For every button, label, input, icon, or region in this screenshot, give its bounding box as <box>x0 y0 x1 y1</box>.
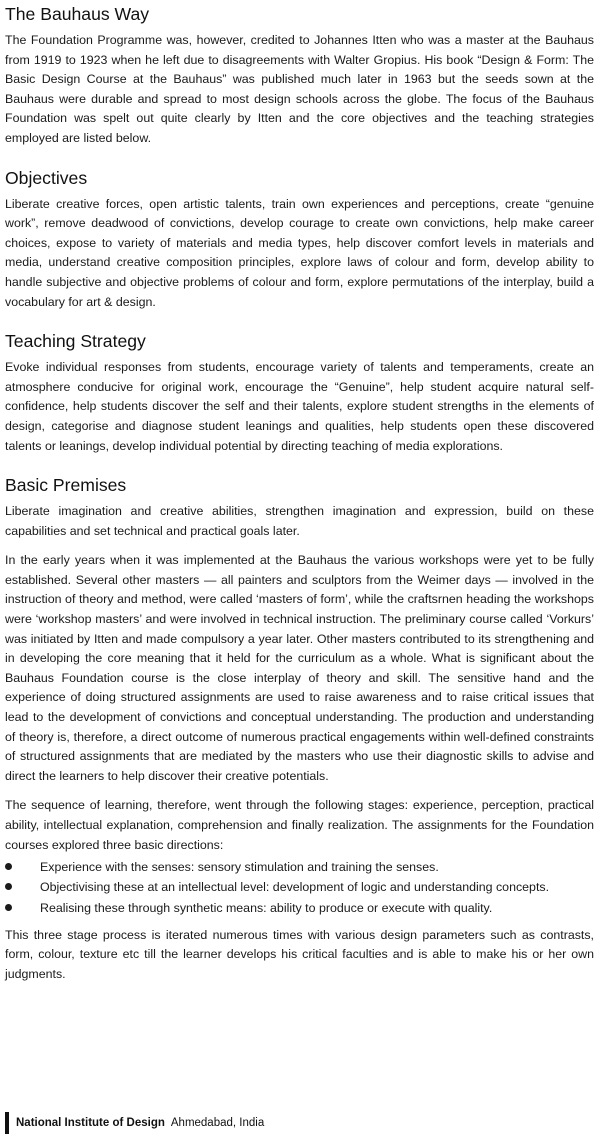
list-item <box>5 898 594 918</box>
list-item <box>5 877 594 897</box>
footer-organization: National Institute of Design <box>16 1117 165 1129</box>
list-item <box>5 857 594 877</box>
section-heading: Teaching Strategy <box>5 331 146 352</box>
section-bauhaus-way <box>5 4 594 149</box>
footer-location: Ahmedabad, India <box>170 1117 265 1129</box>
section-heading: Basic Premises <box>5 475 127 496</box>
section-paragraph: Liberate imagination and creative abilities, strengthen imagination and expression, build on these capabilities and set technical and practical goals later. <box>5 504 594 538</box>
section-paragraph: In the early years when it was implemented at the Bauhaus the various workshops were yet to be fully established. Several other masters — all painters and sculptors from the Weimer days — involved in the instruction of theory and method, were called ‘masters of form’, while the craftsrnen heading the workshops were ‘workshop masters’ and were involved in technical instruction. The preliminary course called ‘Vorkurs’ was initiated by Itten and made compulsory a year later. Other masters contributed to its strengthening and in developing the core meaning that it held for the curriculum as a whole. What is significant about the Bauhaus Foundation course is the close interplay of theory and skill. The sensitive hand and the experience of doing structured assignments are used to raise awareness and to raise critical issues that lead to the development of convictions and conceptual understanding. The production and understanding of theory is, therefore, a direct outcome of numerous practical engagements within well-defined constraints of structured assignments that are mediated by the masters who use their diagnostic skills to advise and direct the learners to help discover their creative potentials. <box>5 553 594 783</box>
footer-bar-icon <box>5 1112 9 1134</box>
page-content <box>5 4 594 985</box>
section-paragraph: Evoke individual responses from students, encourage variety of talents and temperaments, create an atmosphere conducive for original work, encourage the “Genuine”, help student acquire natural self-confidence, help students discover the self and their talents, explore student strengths in the elements of design, categorise and diagnose student leanings and qualities, help students open these discovered talents or leanings, develop individual potential by directing teaching of media explorations. <box>5 360 594 453</box>
list-item-text: Objectivising these at an intellectual level: development of logic and understanding concepts. <box>40 880 550 895</box>
bullet-icon <box>5 904 12 911</box>
section-heading: The Bauhaus Way <box>5 4 150 24</box>
page-footer <box>5 1112 264 1134</box>
section-paragraph: The sequence of learning, therefore, went through the following stages: experience, perception, practical ability, intellectual explanation, comprehension and finally realization. The assignments for the Foundation courses explored three basic directions: <box>5 798 594 852</box>
section-paragraph: This three stage process is iterated numerous times with various design parameters such as contrasts, form, colour, texture etc till the learner develops his critical faculties and is able to make his or her own judgments. <box>5 927 594 981</box>
section-objectives <box>5 168 594 313</box>
section-basic-premises <box>5 475 594 984</box>
bullet-icon <box>5 863 12 870</box>
list-item-text: Experience with the senses: sensory stimulation and training the senses. <box>40 860 439 875</box>
list-item-text: Realising these through synthetic means: ability to produce or execute with quality. <box>40 900 493 915</box>
section-paragraph: Liberate creative forces, open artistic talents, train own experiences and perceptions, create “genuine work”, remove deadwood of convictions, develop courage to create own convictions, help make career choices, expose to variety of materials and media types, help discover comfort levels in materials and media, understand creative composition principles, explore laws of colour and form, develop ability to handle subjective and objective problems of colour and form, explore permutations of the interplay, build a vocabulary for art & design. <box>5 196 594 309</box>
bullet-icon <box>5 883 12 890</box>
bullet-list <box>5 857 594 918</box>
section-paragraph: The Foundation Programme was, however, credited to Johannes Itten who was a master at the Bauhaus from 1919 to 1923 when he left due to disagreements with Walter Gropius. His book “Design & Form: The Basic Design Course at the Bauhaus” was published much later in 1963 but the seeds sown at the Bauhaus were durable and spread to most design schools across the globe. The focus of the Bauhaus Foundation was spelt out quite clearly by Itten and the core objectives and the teaching strategies employed are listed below. <box>5 33 594 145</box>
section-teaching-strategy <box>5 331 594 456</box>
section-heading: Objectives <box>5 167 88 188</box>
